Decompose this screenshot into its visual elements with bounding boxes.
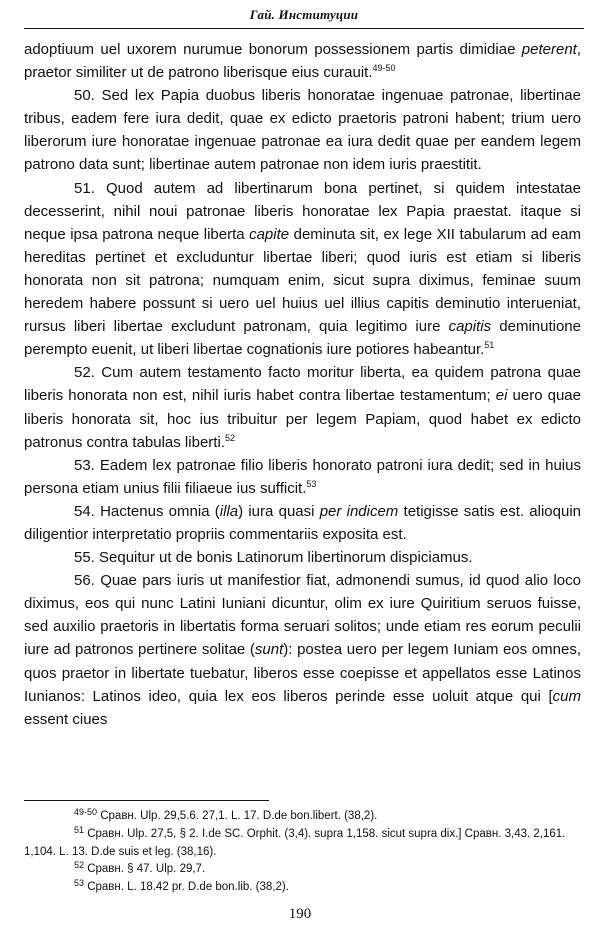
footnote-mark: 49-50 bbox=[74, 807, 98, 817]
paragraph bbox=[24, 546, 581, 569]
paragraph bbox=[24, 454, 581, 500]
text-run: , praetor similiter ut de patrono liberisque eius curauit. bbox=[24, 41, 581, 82]
text-run: 53. Eadem lex patronae filio liberis honorato patroni iura dedit; sed in huius persona etiam unius filii filiaeue ius sufficit. bbox=[24, 456, 581, 497]
text-run: uero quae liberis honorata sit, hoc ius tribuitur per legem Papiam, quod habet ex edicto patronus contra tabulas liberti. bbox=[24, 387, 581, 451]
footnote bbox=[24, 826, 581, 862]
italic-text: capitis bbox=[448, 318, 492, 336]
text-run: 55. Sequitur ut de bonis Latinorum libertinorum dispiciamus. bbox=[74, 549, 473, 567]
text-run: 54. Hactenus omnia ( bbox=[74, 502, 220, 520]
text-run: 50. Sed lex Papia duobus liberis honoratae ingenuae patronae, libertinae tribus, eadem fere iura dedit, quae ex edicto praetoris patroni habent; trium uero liberorum iure honoratae ingenuae patronae ea iura dedit quae per eandem legem patrono data sunt; libertinae autem patronae non idem iuris praestitit. bbox=[24, 87, 581, 174]
paragraph bbox=[24, 38, 581, 84]
running-header-title: Гай. Институции bbox=[249, 7, 359, 22]
footnote-text: Сравн. L. 18.42 pr. D.de bon.lib. (38,2). bbox=[84, 881, 289, 894]
italic-text: ei bbox=[495, 387, 508, 405]
italic-text: per indicem bbox=[319, 502, 399, 520]
footnote-ref: 49-50 bbox=[372, 63, 396, 74]
text-run: tetigisse satis est. alioquin diligentior interpretatio propriis commentariis exposita est. bbox=[24, 502, 581, 543]
footnote-separator bbox=[24, 800, 269, 801]
page-number: 190 bbox=[288, 906, 312, 922]
footnote-mark: 53 bbox=[74, 878, 85, 889]
paragraph bbox=[24, 500, 581, 546]
footnote bbox=[24, 861, 581, 879]
text-run: deminuta sit, ex lege XII tabularum ad eam hereditas pertinet et excluduntur libertae liberi; quod iuris est etiam si liberis honorata non sit patrona; numquam enim, sicut supra diximus, feminae suum heredem habere possunt si uero uel huius uel illius capitis deminutio interueniat, rursus liberi libertae excludunt patronam, quia legitimo iure bbox=[24, 225, 581, 336]
italic-text: cum bbox=[552, 687, 581, 705]
footnote bbox=[24, 879, 581, 897]
text-run: ) iura quasi bbox=[238, 502, 320, 520]
text-run: deminutione perempto euenit, ut liberi libertae cognationis iure potiores habeantur. bbox=[24, 318, 581, 359]
text-run: 52. Cum autem testamento facto moritur liberta, ea quidem patrona quae liberis honorata non est, nihil iuris habet contra libertae testamentum; bbox=[24, 364, 581, 405]
header-rule bbox=[24, 28, 584, 29]
paragraph bbox=[24, 361, 581, 453]
paragraph bbox=[24, 84, 581, 176]
footnote-mark: 52 bbox=[74, 860, 85, 871]
footnote-ref: 51 bbox=[484, 340, 495, 351]
footnote-text: Сравн. Ulp. 27,5, § 2. I.de SC. Orphit. (3,4). supra 1,158. sicut supra dix.] Сравн. 3,43. 2,161. 1,104. L. 13. D.de suis et leg. (38,16). bbox=[24, 827, 566, 858]
text-run: 51. Quod autem ad libertinarum bona pertinet, si quidem intestatae decesserint, nihil noui patronae liberis honoratae lex Papia praestat. itaque si neque ipsa patrona neque liberta bbox=[24, 179, 581, 243]
footnote-mark: 51 bbox=[74, 824, 85, 835]
paragraph bbox=[24, 569, 581, 731]
italic-text: peterent bbox=[521, 41, 577, 58]
text-run: ): postea uero per legem Iuniam eos omnes, quos praetor in libertate tuebatur, liberos esse coepisse et appellatos esse Latinos Iunianos: Latinos ideo, quia lex eos liberos perinde esse uoluit atque qui [ bbox=[24, 641, 581, 705]
text-run: 56. Quae pars iuris ut manifestior fiat, admonendi sumus, id quod alio loco diximus, eos qui nunc Latini Iuniani dicuntur, olim ex iure Quiritium seruos fuisse, sed auxilio praetoris in libertatis forma seruari solitos; unde etiam res eorum peculii iure ad patronos pertinere solitae ( bbox=[24, 572, 581, 659]
footnote-text: Сравн. § 47. Ulp. 29,7. bbox=[84, 863, 206, 876]
italic-text: sunt bbox=[254, 641, 284, 659]
running-header bbox=[24, 6, 584, 24]
footnote-text: Сравн. Ulp. 29,5.6. 27,1. L. 17. D.de bon.libert. (38,2). bbox=[97, 810, 378, 822]
footnote bbox=[24, 808, 581, 826]
text-run: adoptiuum uel uxorem nurumue bonorum possessionem partis dimidiae bbox=[24, 41, 522, 58]
footnote-ref: 53 bbox=[306, 478, 317, 489]
footnotes bbox=[24, 808, 581, 897]
italic-text: capite bbox=[249, 225, 290, 243]
paragraph bbox=[24, 177, 581, 362]
text-run: essent ciues bbox=[24, 710, 108, 728]
italic-text: illa bbox=[219, 502, 239, 520]
body-text bbox=[24, 38, 581, 731]
footnote-ref: 52 bbox=[224, 432, 235, 443]
